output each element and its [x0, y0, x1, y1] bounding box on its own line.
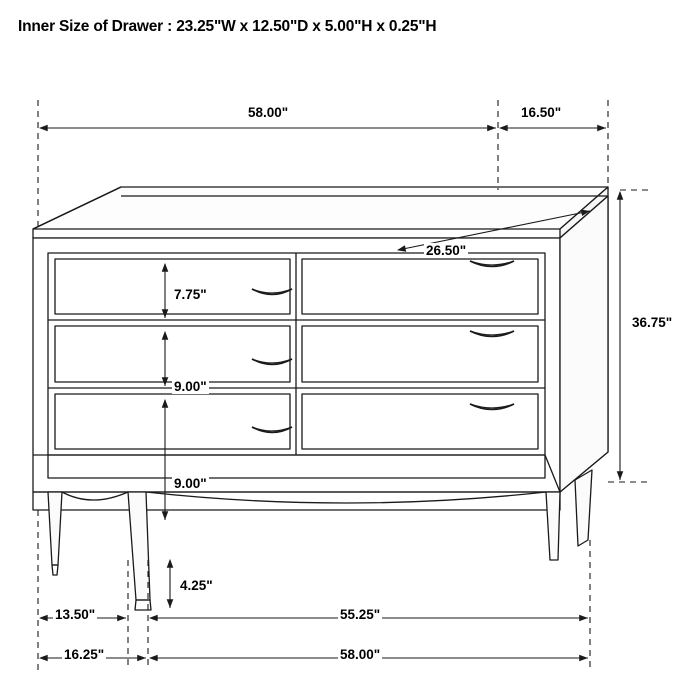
dim-drawer3-height: 9.00" [174, 476, 207, 491]
page-title: Inner Size of Drawer : 23.25"W x 12.50"D x 5.00"H x 0.25"H [18, 18, 437, 35]
dim-top-width: 58.00" [248, 105, 289, 120]
dim-foot-offset: 16.25" [64, 647, 105, 662]
dim-drawer-width: 26.50" [426, 243, 467, 258]
dim-leg-height: 4.25" [180, 578, 213, 593]
dim-drawer1-height: 7.75" [174, 287, 207, 302]
dim-side-offset: 13.50" [55, 607, 96, 622]
dim-drawer2-height: 9.00" [174, 379, 207, 394]
dim-top-depth: 16.50" [521, 105, 562, 120]
dim-overall-height: 36.75" [632, 315, 673, 330]
dim-overall-width: 58.00" [340, 647, 381, 662]
dim-base-width: 55.25" [340, 607, 381, 622]
